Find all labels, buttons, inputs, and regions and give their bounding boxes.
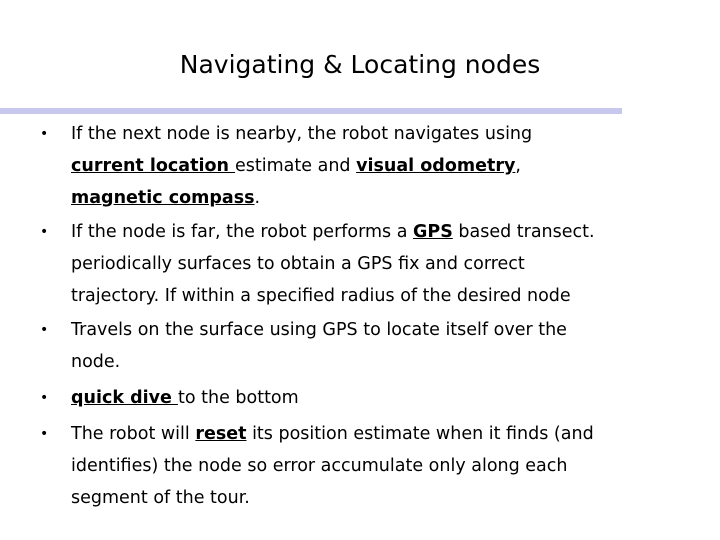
bullet-marker: • <box>40 426 49 442</box>
text-run: its position estimate when it finds (and <box>246 424 594 444</box>
bullet-line <box>71 450 691 482</box>
bullet-marker: • <box>40 126 49 142</box>
text-run: node. <box>71 352 121 372</box>
bullet-text <box>71 216 691 312</box>
text-run: , <box>515 156 521 176</box>
text-run: based transect. <box>452 222 595 242</box>
text-run: to the bottom <box>177 388 299 408</box>
bullet-marker: • <box>40 322 49 338</box>
bullet-line <box>71 482 691 514</box>
bullet-marker: • <box>40 224 49 240</box>
text-run: estimate and <box>235 156 357 176</box>
bullet-text <box>71 418 691 514</box>
text-run: identifies) the node so error accumulate only along each <box>71 456 568 476</box>
bullet-marker: • <box>40 390 49 406</box>
bullet-text <box>71 118 691 214</box>
text-run: If the node is far, the robot performs a <box>71 222 414 242</box>
text-run: If the next node is nearby, the robot navigates using <box>71 124 533 144</box>
emphasized-term: quick dive <box>71 388 178 408</box>
title-divider <box>0 108 622 114</box>
bullet-line <box>71 182 691 214</box>
bullet-line <box>71 382 691 414</box>
bullet-text <box>71 382 691 414</box>
slide-title: Navigating & Locating nodes <box>179 50 541 79</box>
text-run: segment of the tour. <box>71 488 250 508</box>
emphasized-term: GPS <box>413 222 453 242</box>
bullet-line <box>71 150 691 182</box>
text-run: . <box>254 188 261 208</box>
bullet-line <box>71 346 691 378</box>
bullet-line <box>71 418 691 450</box>
bullet-line <box>71 248 691 280</box>
emphasized-term: reset <box>195 424 247 444</box>
bullet-line <box>71 216 691 248</box>
emphasized-term: visual odometry <box>356 156 516 176</box>
bullet-line <box>71 280 691 312</box>
emphasized-term: current location <box>71 156 236 176</box>
bullet-line <box>71 314 691 346</box>
text-run: The robot will <box>71 424 196 444</box>
text-run: Travels on the surface using GPS to locate itself over the <box>71 320 567 340</box>
bullet-line <box>71 118 691 150</box>
text-run: periodically surfaces to obtain a GPS fix and correct <box>71 254 525 274</box>
bullet-text <box>71 314 691 378</box>
text-run: trajectory. If within a specified radius of the desired node <box>71 286 571 306</box>
emphasized-term: magnetic compass <box>71 188 255 208</box>
